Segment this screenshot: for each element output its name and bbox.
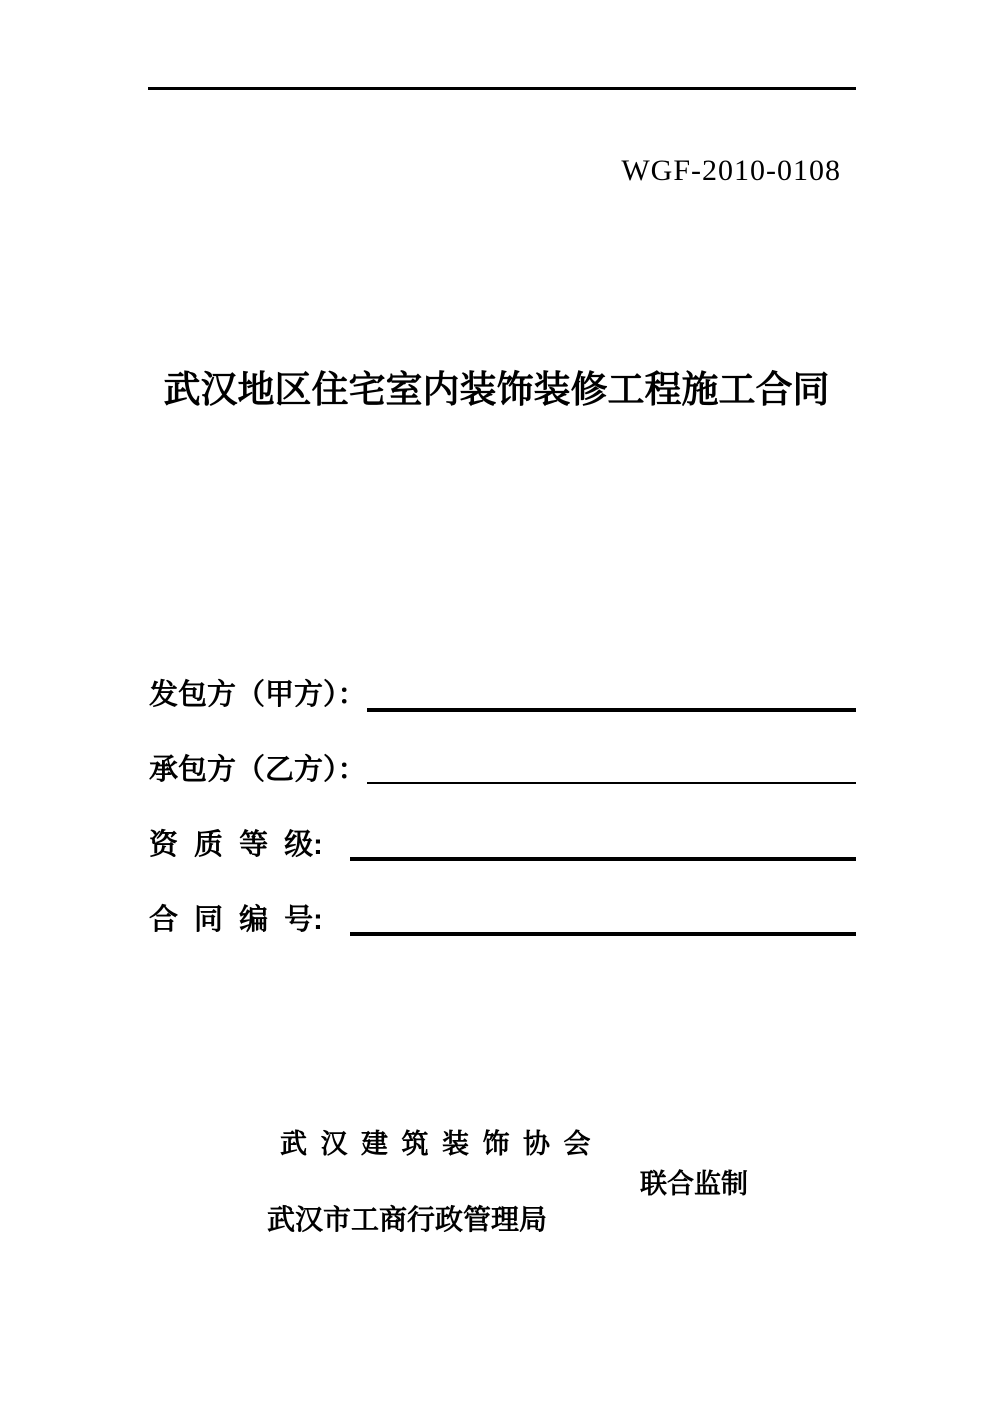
footer-joint-supervision-label: 联合监制 — [640, 1169, 748, 1199]
field-line-party-a[interactable] — [367, 708, 856, 712]
footer-association-name: 武 汉 建 筑 装 饰 协 会 — [280, 1129, 591, 1159]
doc-code: WGF-2010-0108 — [621, 154, 841, 187]
header-rule — [148, 87, 856, 90]
field-line-party-b[interactable] — [367, 782, 856, 784]
field-line-qualification[interactable] — [350, 857, 856, 861]
footer-administration-name: 武汉市工商行政管理局 — [267, 1204, 548, 1235]
field-label-party-a: 发包方（甲方）： — [149, 679, 367, 711]
field-label-contract-no: 合 同 编 号: — [149, 904, 323, 936]
field-label-party-b: 承包方（乙方）： — [149, 754, 367, 786]
field-label-qualification: 资 质 等 级: — [149, 829, 323, 861]
field-line-contract-no[interactable] — [350, 932, 856, 936]
contract-title: 武汉地区住宅室内装饰装修工程施工合同 — [163, 369, 830, 410]
